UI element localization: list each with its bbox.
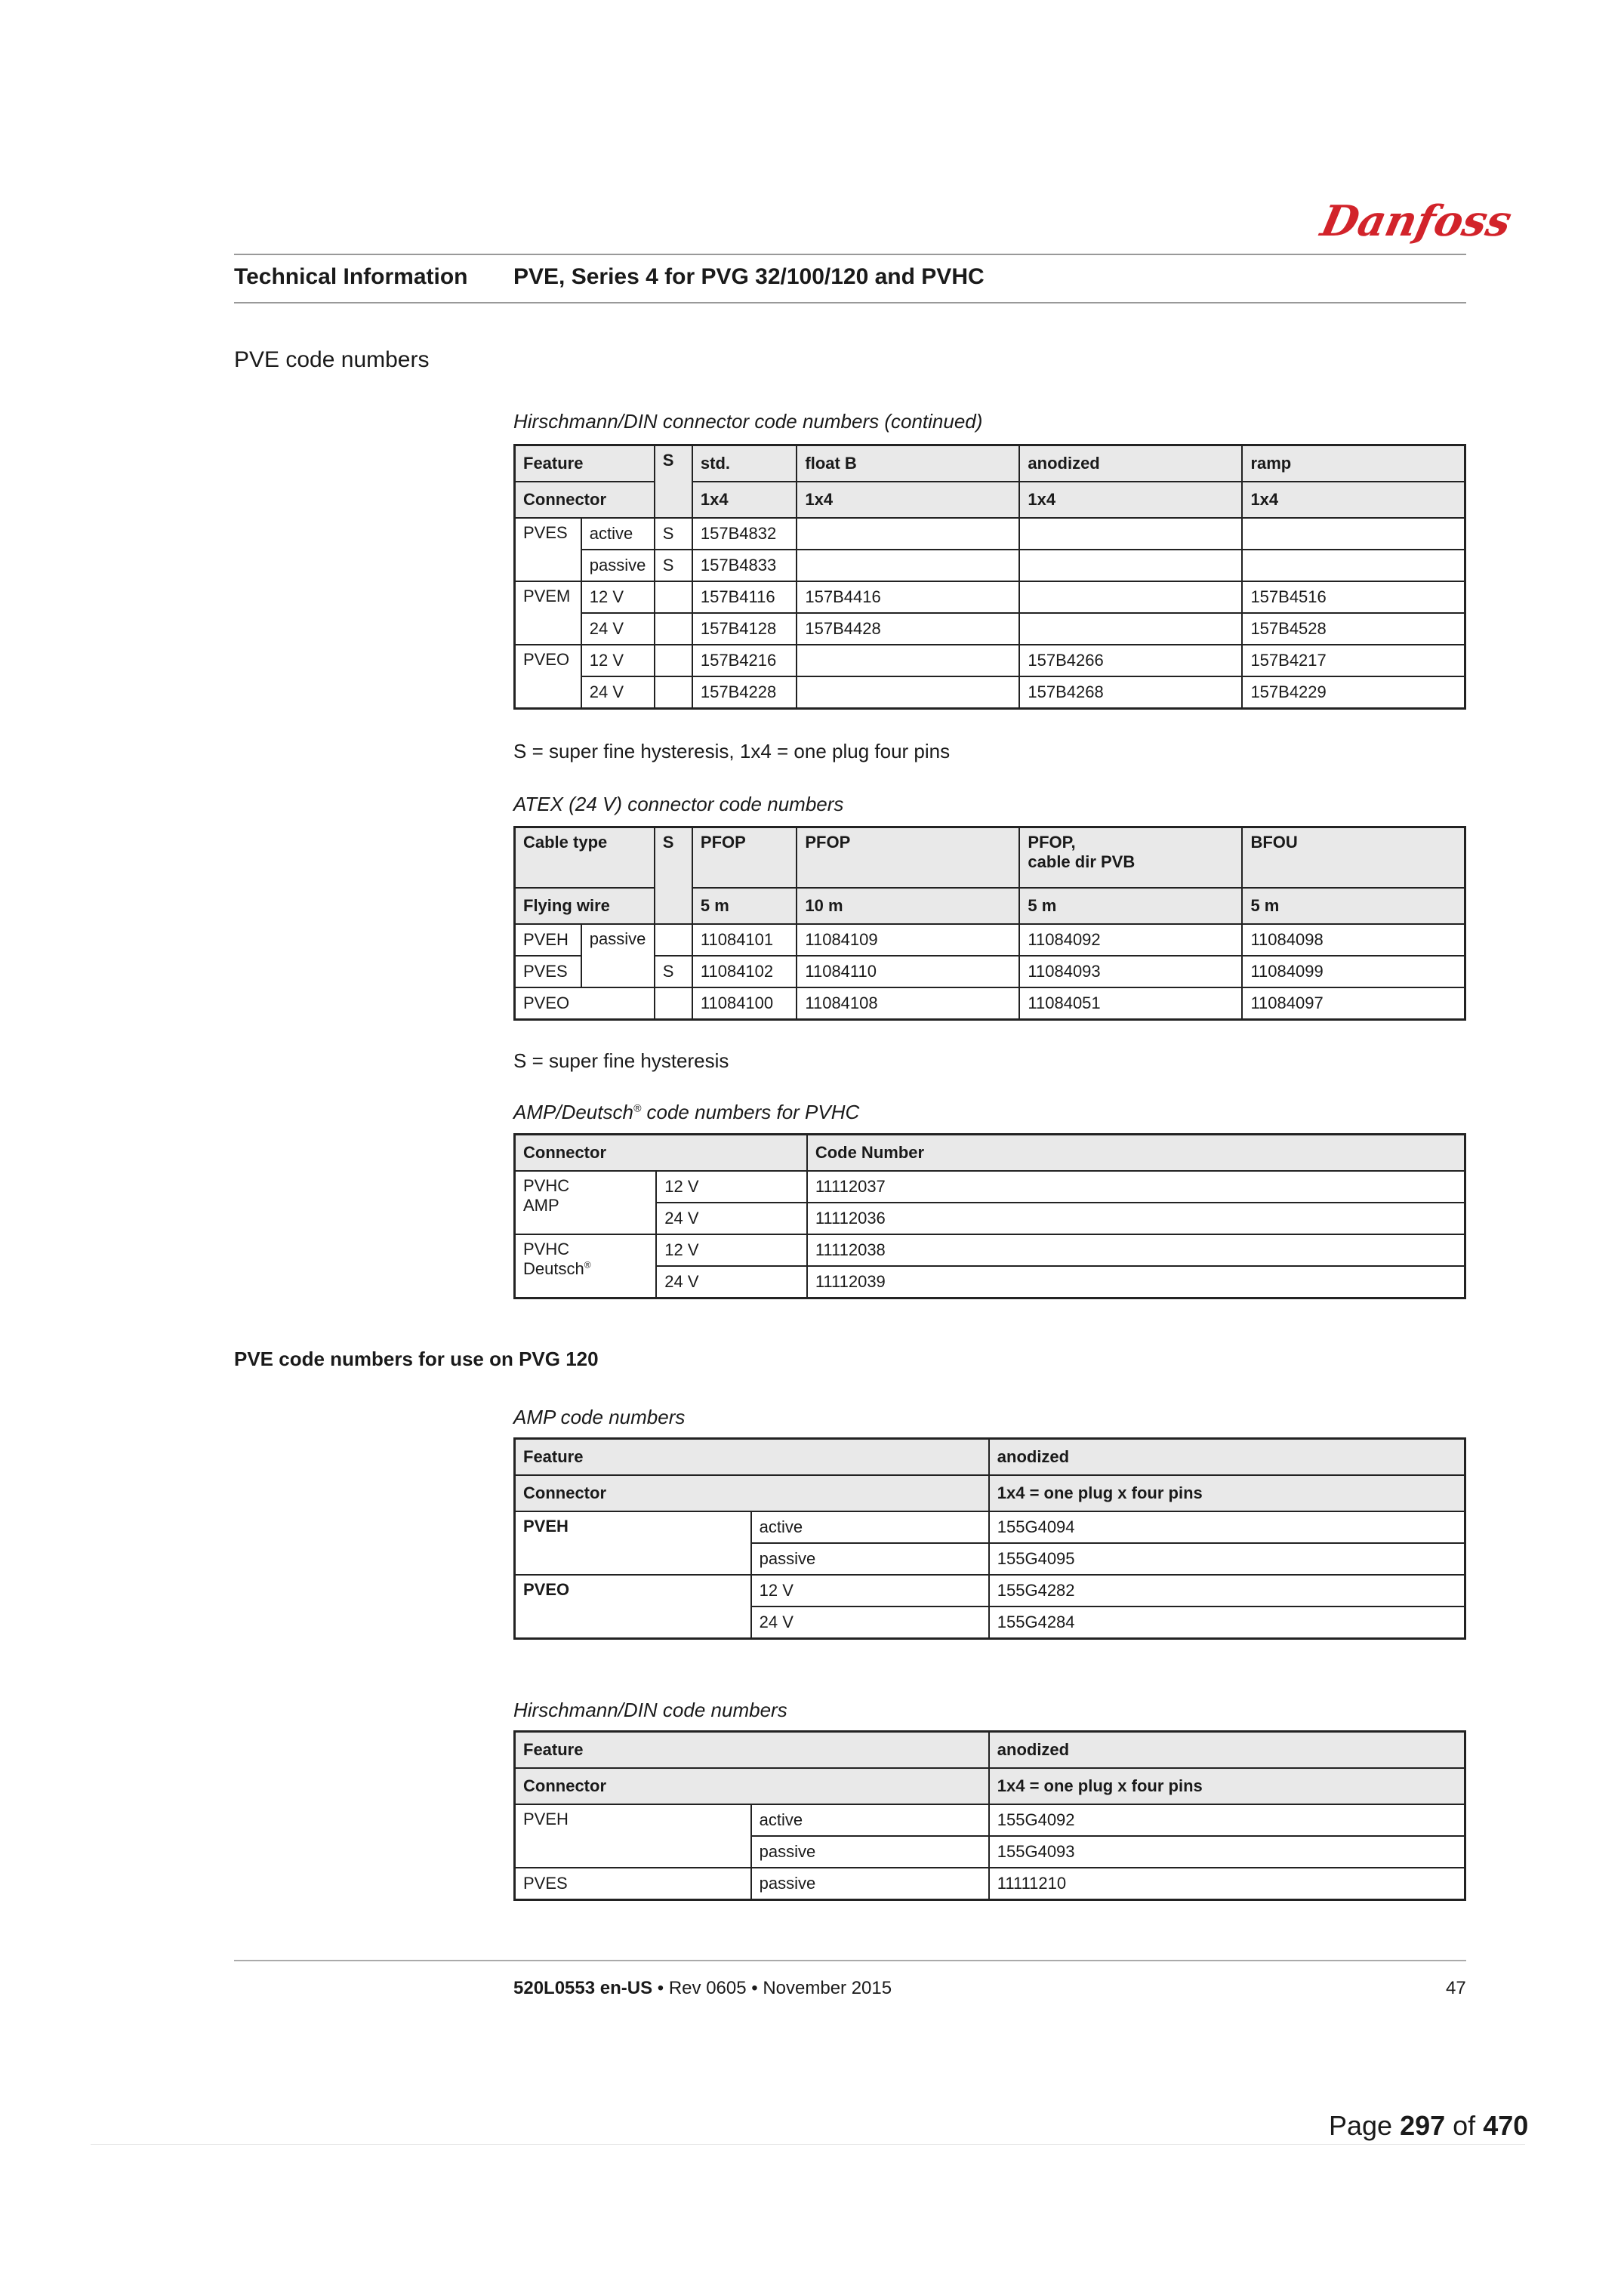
cell	[655, 581, 692, 613]
pdf-page-counter	[1329, 2110, 1528, 2142]
col-header: float B	[797, 445, 1019, 482]
cell: 11112036	[807, 1203, 1465, 1234]
table-row	[515, 645, 1465, 676]
cell: 157B4516	[1242, 581, 1465, 613]
col-header: anodized	[1019, 445, 1242, 482]
col-header: PFOP	[797, 827, 1019, 888]
cell: 11084109	[797, 924, 1019, 956]
footer-rule	[234, 1960, 1466, 1961]
table-row	[515, 1511, 1465, 1543]
cell: 157B4228	[692, 676, 797, 709]
col-header: ramp	[1242, 445, 1465, 482]
col-header-line1: PFOP,	[1028, 833, 1076, 852]
cell: S	[655, 956, 692, 987]
svg-text:Danfoss: Danfoss	[1316, 196, 1516, 246]
cell: active	[751, 1511, 989, 1543]
table-header-row	[515, 445, 1465, 482]
table-row	[515, 1575, 1465, 1606]
cell	[515, 1171, 657, 1234]
registered-mark: ®	[584, 1259, 591, 1271]
cell-line1: PVHC	[523, 1240, 570, 1258]
cell: 11112039	[807, 1266, 1465, 1298]
table3-caption-main: AMP/Deutsch	[513, 1101, 633, 1123]
col-header: BFOU	[1242, 827, 1465, 888]
cell: 12 V	[751, 1575, 989, 1606]
col-header: S	[655, 827, 692, 924]
table-row	[515, 581, 1465, 613]
col-header: 10 m	[797, 888, 1019, 924]
col-header: 1x4	[797, 482, 1019, 518]
cell: 157B4528	[1242, 613, 1465, 645]
col-header: PFOP	[692, 827, 797, 888]
col-header: Connector	[515, 1135, 807, 1172]
table-header-row	[515, 1475, 1465, 1511]
cell: PVEO	[515, 1575, 751, 1639]
col-header: 5 m	[692, 888, 797, 924]
page-total: 470	[1483, 2110, 1529, 2141]
table-row	[515, 956, 1465, 987]
col-header: 5 m	[1019, 888, 1242, 924]
amp-deutsch-pvhc-table	[513, 1133, 1466, 1299]
cell: passive	[581, 550, 655, 581]
cell: 155G4095	[989, 1543, 1465, 1575]
cell-line2-text: Deutsch	[523, 1259, 584, 1278]
table-row	[515, 924, 1465, 956]
cell	[655, 645, 692, 676]
cell: active	[581, 518, 655, 550]
table5-caption: Hirschmann/DIN code numbers	[513, 1699, 787, 1721]
table-header-row	[515, 827, 1465, 888]
table-header-row	[515, 1768, 1465, 1804]
col-header: Cable type	[515, 827, 655, 888]
cell: 155G4284	[989, 1606, 1465, 1639]
cell: 157B4116	[692, 581, 797, 613]
col-header: Code Number	[807, 1135, 1465, 1172]
col-header: Flying wire	[515, 888, 655, 924]
col-header: 1x4 = one plug x four pins	[989, 1768, 1465, 1804]
cell: 155G4094	[989, 1511, 1465, 1543]
col-header: Feature	[515, 1439, 989, 1476]
cell-line1: PVHC	[523, 1176, 570, 1195]
cell	[797, 518, 1019, 550]
cell: PVEH	[515, 924, 581, 956]
col-header: 1x4	[1242, 482, 1465, 518]
cell: 157B4416	[797, 581, 1019, 613]
cell	[655, 676, 692, 709]
cell: passive	[751, 1543, 989, 1575]
table1-note: S = super fine hysteresis, 1x4 = one plug four pins	[513, 740, 951, 762]
cell: 157B4216	[692, 645, 797, 676]
table3-caption-rest: code numbers for PVHC	[641, 1101, 860, 1123]
cell: passive	[581, 924, 655, 987]
cell: 155G4282	[989, 1575, 1465, 1606]
cell	[1242, 518, 1465, 550]
page-label: Page	[1329, 2110, 1401, 2141]
col-header: Feature	[515, 445, 655, 482]
col-header: 5 m	[1242, 888, 1465, 924]
cell: 157B4128	[692, 613, 797, 645]
cell: 24 V	[751, 1606, 989, 1639]
header-rule-bottom	[234, 302, 1466, 303]
cell: 11084110	[797, 956, 1019, 987]
cell	[655, 613, 692, 645]
table-row	[515, 1171, 1465, 1203]
cell: 12 V	[656, 1171, 807, 1203]
cell	[515, 1234, 657, 1298]
cell: 11084098	[1242, 924, 1465, 956]
header-doc-title: PVE, Series 4 for PVG 32/100/120 and PVHC	[513, 264, 985, 289]
footer-doc-info	[513, 1978, 892, 1999]
cell	[1019, 581, 1242, 613]
cell: PVES	[515, 518, 581, 581]
table-header-row	[515, 1439, 1465, 1476]
col-header: Connector	[515, 1475, 989, 1511]
cell: S	[655, 550, 692, 581]
cell-line2	[523, 1259, 648, 1279]
cell: 155G4093	[989, 1836, 1465, 1868]
table3-caption	[513, 1101, 859, 1124]
cell: 155G4092	[989, 1804, 1465, 1836]
col-header	[1019, 827, 1242, 888]
table-row	[515, 1868, 1465, 1900]
cell: 157B4266	[1019, 645, 1242, 676]
cell	[1019, 613, 1242, 645]
cell: passive	[751, 1836, 989, 1868]
cell: 12 V	[656, 1234, 807, 1266]
cell: 157B4217	[1242, 645, 1465, 676]
cell: 11084100	[692, 987, 797, 1020]
cell: 11084099	[1242, 956, 1465, 987]
cell	[797, 645, 1019, 676]
col-header: Connector	[515, 482, 655, 518]
table-row	[515, 518, 1465, 550]
atex-connector-table	[513, 826, 1466, 1021]
cell: 157B4428	[797, 613, 1019, 645]
cell: 24 V	[656, 1266, 807, 1298]
table2-caption: ATEX (24 V) connector code numbers	[513, 793, 844, 815]
col-header-line2: cable dir PVB	[1028, 852, 1136, 871]
table-row	[515, 1266, 1465, 1298]
cell: 157B4832	[692, 518, 797, 550]
page-current: 297	[1400, 2110, 1446, 2141]
cell: S	[655, 518, 692, 550]
cell: PVES	[515, 956, 581, 987]
cell: 12 V	[581, 645, 655, 676]
cell: 24 V	[656, 1203, 807, 1234]
table4-caption: AMP code numbers	[513, 1406, 686, 1428]
cell: passive	[751, 1868, 989, 1900]
col-header: Connector	[515, 1768, 989, 1804]
col-header: 1x4 = one plug x four pins	[989, 1475, 1465, 1511]
table-header-row	[515, 1732, 1465, 1769]
table2-note: S = super fine hysteresis	[513, 1049, 729, 1072]
header-doc-type: Technical Information	[234, 264, 468, 289]
footer-page-number: 47	[1446, 1978, 1466, 1998]
col-header: 1x4	[692, 482, 797, 518]
cell	[1019, 518, 1242, 550]
table-row	[515, 1203, 1465, 1234]
table-row	[515, 613, 1465, 645]
cell: 157B4833	[692, 550, 797, 581]
table-row	[515, 987, 1465, 1020]
cell: 11084097	[1242, 987, 1465, 1020]
col-header: S	[655, 445, 692, 519]
registered-mark: ®	[633, 1101, 642, 1114]
cell: PVES	[515, 1868, 751, 1900]
cell: 11084092	[1019, 924, 1242, 956]
amp-code-numbers-table	[513, 1437, 1466, 1640]
cell: PVEH	[515, 1511, 751, 1575]
cell: 24 V	[581, 613, 655, 645]
cell: PVEH	[515, 1804, 751, 1868]
col-header: anodized	[989, 1439, 1465, 1476]
cell: 157B4268	[1019, 676, 1242, 709]
footer-doc-code: 520L0553 en-US	[513, 1978, 653, 1998]
col-header: Feature	[515, 1732, 989, 1769]
cell: 11111210	[989, 1868, 1465, 1900]
hirschmann-din-table	[513, 444, 1466, 710]
cell: active	[751, 1804, 989, 1836]
cell: 157B4229	[1242, 676, 1465, 709]
cell: 11084093	[1019, 956, 1242, 987]
cell: 11084102	[692, 956, 797, 987]
cell: 11112038	[807, 1234, 1465, 1266]
table-row	[515, 1804, 1465, 1836]
cell: 12 V	[581, 581, 655, 613]
cell: 24 V	[581, 676, 655, 709]
hirschmann-din-pvg120-table	[513, 1730, 1466, 1901]
section-title-pvg120: PVE code numbers for use on PVG 120	[234, 1348, 599, 1370]
cell: 11084108	[797, 987, 1019, 1020]
table-header-row	[515, 1135, 1465, 1172]
col-header: anodized	[989, 1732, 1465, 1769]
table-row	[515, 1234, 1465, 1266]
cell	[797, 676, 1019, 709]
cell-line2: AMP	[523, 1196, 559, 1215]
header-rule-top	[234, 254, 1466, 255]
table-row	[515, 550, 1465, 581]
page-of: of	[1445, 2110, 1484, 2141]
danfoss-logo	[1316, 189, 1516, 249]
cell	[1019, 550, 1242, 581]
cell: PVEO	[515, 987, 655, 1020]
cell	[1242, 550, 1465, 581]
cell	[655, 924, 692, 956]
page-bottom-divider	[91, 2144, 1525, 2145]
table1-caption: Hirschmann/DIN connector code numbers (continued)	[513, 410, 983, 433]
cell: PVEO	[515, 645, 581, 709]
cell: 11084101	[692, 924, 797, 956]
footer-revision: • Rev 0605 • November 2015	[652, 1978, 892, 1998]
table-row	[515, 676, 1465, 709]
cell: 11084051	[1019, 987, 1242, 1020]
col-header: std.	[692, 445, 797, 482]
section-title-pve-code-numbers: PVE code numbers	[234, 347, 430, 372]
cell	[797, 550, 1019, 581]
cell	[655, 987, 692, 1020]
cell: 11112037	[807, 1171, 1465, 1203]
cell: PVEM	[515, 581, 581, 645]
col-header: 1x4	[1019, 482, 1242, 518]
